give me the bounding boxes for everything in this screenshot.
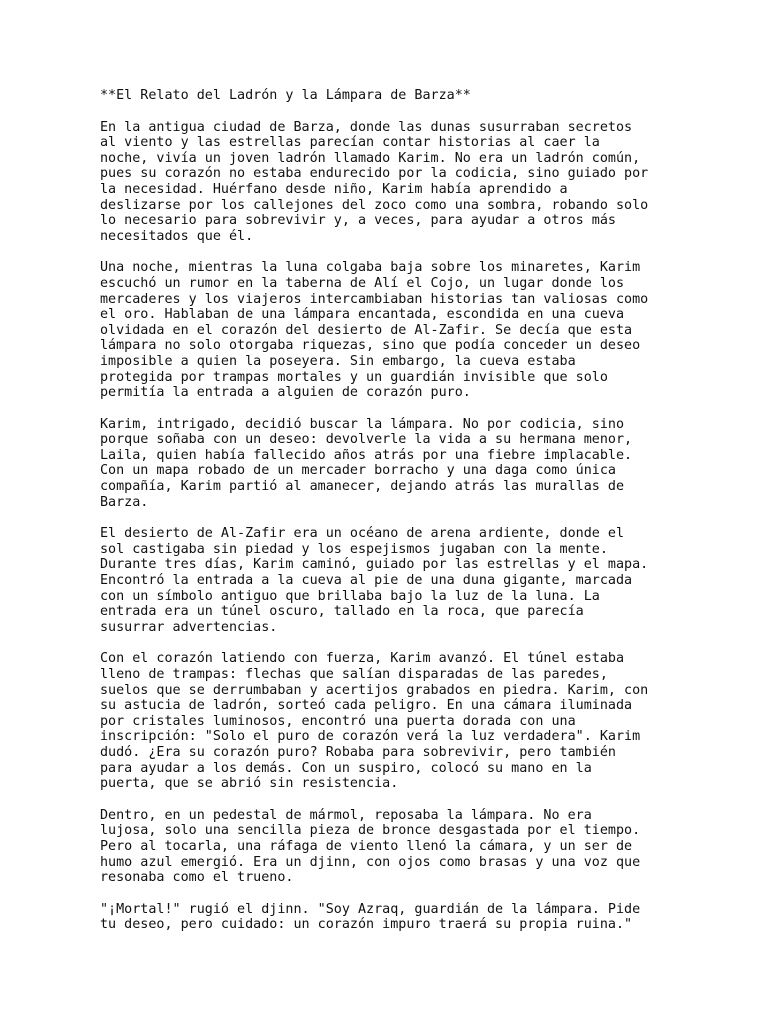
paragraph: El desierto de Al-Zafir era un océano de arena ardiente, donde el sol castigaba sin piedad y los espejismos jugaban con la mente. Durante tres días, Karim caminó, guiado por las estrellas y el mapa. Encontró la entrada a la cueva al pie de una duna gigante, marcada con un símbolo antiguo que brillaba bajo la luz de la luna. La entrada era un túnel oscuro, tallado en la roca, que parecía susurrar advertencias. [100,526,649,635]
document-title: **El Relato del Ladrón y la Lámpara de Barza** [100,88,471,103]
paragraph: Una noche, mientras la luna colgaba baja sobre los minaretes, Karim escuchó un rumor en la taberna de Alí el Cojo, un lugar donde los mercaderes y los viajeros intercambiaban historias tan valiosas como el oro. Hablaban de una lámpara encantada, escondida en una cueva olvidada en el corazón del desierto de Al-Zafir. Se decía que esta lámpara no solo otorgaba riquezas, sino que podía conceder un deseo imposible a quien la poseyera. Sin embargo, la cueva estaba protegida por trampas mortales y un guardián invisible que solo permitía la entrada a alguien de corazón puro. [100,260,649,401]
paragraph: Con el corazón latiendo con fuerza, Karim avanzó. El túnel estaba lleno de trampas: flechas que salían disparadas de las paredes, suelos que se derrumbaban y acertijos grabados en piedra. Karim, con su astucia de ladrón, sorteó cada peligro. En una cámara iluminada por cristales luminosos, encontró una puerta dorada con una inscripción: "Solo el puro de corazón verá la luz verdadera". Karim dudó. ¿Era su corazón puro? Robaba para sobrevivir, pero también para ayudar a los demás. Con un suspiro, colocó su mano en la puerta, que se abrió sin resistencia. [100,651,649,792]
paragraph: En la antigua ciudad de Barza, donde las dunas susurraban secretos al viento y las estrellas parecían contar historias al caer la noche, vivía un joven ladrón llamado Karim. No era un ladrón común, pues su corazón no estaba endurecido por la codicia, sino guiado por la necesidad. Huérfano desde niño, Karim había aprendido a deslizarse por los callejones del zoco como una sombra, robando solo lo necesario para sobrevivir y, a veces, para ayudar a otros más necesitados que él. [100,119,649,244]
paragraph: "¡Mortal!" rugió el djinn. "Soy Azraq, guardián de la lámpara. Pide tu deseo, pero cuidado: un corazón impuro traerá su propia ruina." [100,901,641,933]
paragraph: Karim, intrigado, decidió buscar la lámpara. No por codicia, sino porque soñaba con un deseo: devolverle la vida a su hermana menor, Laila, quien había fallecido años atrás por una fiebre implacable. Con un mapa robado de un mercader borracho y una daga como única compañía, Karim partió al amanecer, dejando atrás las murallas de Barza. [100,416,633,510]
paragraph: Dentro, en un pedestal de mármol, reposaba la lámpara. No era lujosa, solo una sencilla pieza de bronce desgastada por el tiempo. Pero al tocarla, una ráfaga de viento llenó la cámara, y un ser de humo azul emergió. Era un djinn, con ojos como brasas y una voz que resonaba como el trueno. [100,807,641,886]
